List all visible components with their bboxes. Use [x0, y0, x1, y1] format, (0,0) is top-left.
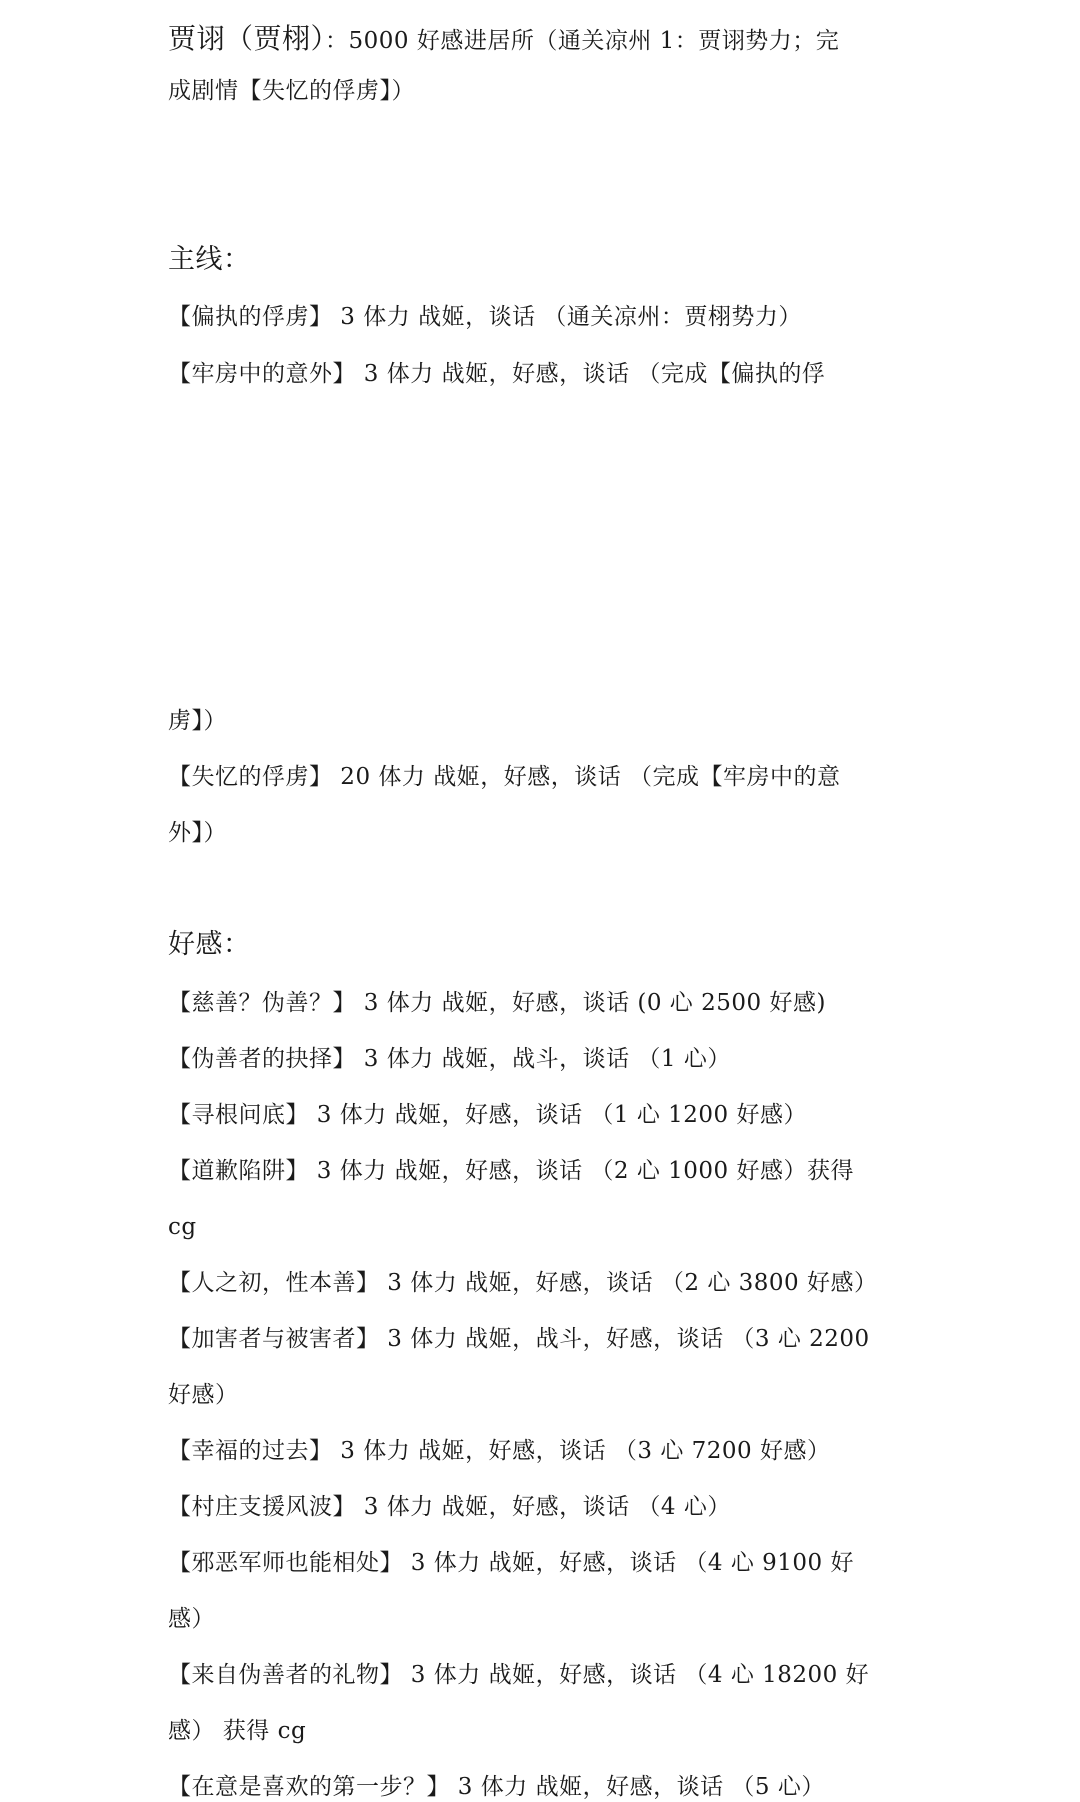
- affection-line: 好感）: [168, 1382, 239, 1408]
- main-story-line: 【偏执的俘虏】 3 体力 战姬，谈话 （通关凉州：贾栩势力）: [168, 304, 802, 330]
- affection-line: 【人之初，性本善】 3 体力 战姬，好感，谈话 （2 心 3800 好感）: [168, 1270, 878, 1296]
- main-story-heading: 主线：: [168, 244, 251, 275]
- affection-line: 【加害者与被害者】 3 体力 战姬，战斗，好感，谈话 （3 心 2200: [168, 1326, 870, 1352]
- affection-line: 【来自伪善者的礼物】 3 体力 战姬，好感，谈话 （4 心 18200 好: [168, 1662, 870, 1688]
- affection-line: 感） 获得 cg: [168, 1718, 307, 1744]
- character-name: 贾诩（贾栩）: [168, 22, 326, 55]
- main-story-line: 外】）: [168, 820, 227, 846]
- header-line-1: [168, 22, 839, 58]
- affection-line: 【在意是喜欢的第一步？】 3 体力 战姬，好感，谈话 （5 心）: [168, 1774, 825, 1800]
- affection-line: 【伪善者的抉择】 3 体力 战姬，战斗，谈话 （1 心）: [168, 1046, 731, 1072]
- affection-line: 【邪恶军师也能相处】 3 体力 战姬，好感，谈话 （4 心 9100 好: [168, 1550, 854, 1576]
- header-line-1-rest: ：5000 好感进居所（通关凉州 1：贾诩势力；完: [325, 28, 840, 54]
- main-story-line: 虏】）: [168, 708, 227, 734]
- affection-line: 【慈善？伪善？】 3 体力 战姬，好感，谈话 (0 心 2500 好感): [168, 990, 826, 1016]
- affection-line: 感）: [168, 1606, 215, 1632]
- main-story-line: 【牢房中的意外】 3 体力 战姬，好感，谈话 （完成【偏执的俘: [168, 361, 826, 387]
- affection-line: cg: [168, 1214, 197, 1240]
- affection-heading: 好感：: [168, 929, 251, 960]
- affection-line: 【寻根问底】 3 体力 战姬，好感，谈话 （1 心 1200 好感）: [168, 1102, 807, 1128]
- affection-line: 【幸福的过去】 3 体力 战姬，好感，谈话 （3 心 7200 好感）: [168, 1438, 831, 1464]
- header-line-2: 成剧情【失忆的俘虏】）: [168, 78, 415, 104]
- main-story-line: 【失忆的俘虏】 20 体力 战姬，好感，谈话 （完成【牢房中的意: [168, 764, 841, 790]
- affection-line: 【道歉陷阱】 3 体力 战姬，好感，谈话 （2 心 1000 好感）获得: [168, 1158, 854, 1184]
- affection-line: 【村庄支援风波】 3 体力 战姬，好感，谈话 （4 心）: [168, 1494, 731, 1520]
